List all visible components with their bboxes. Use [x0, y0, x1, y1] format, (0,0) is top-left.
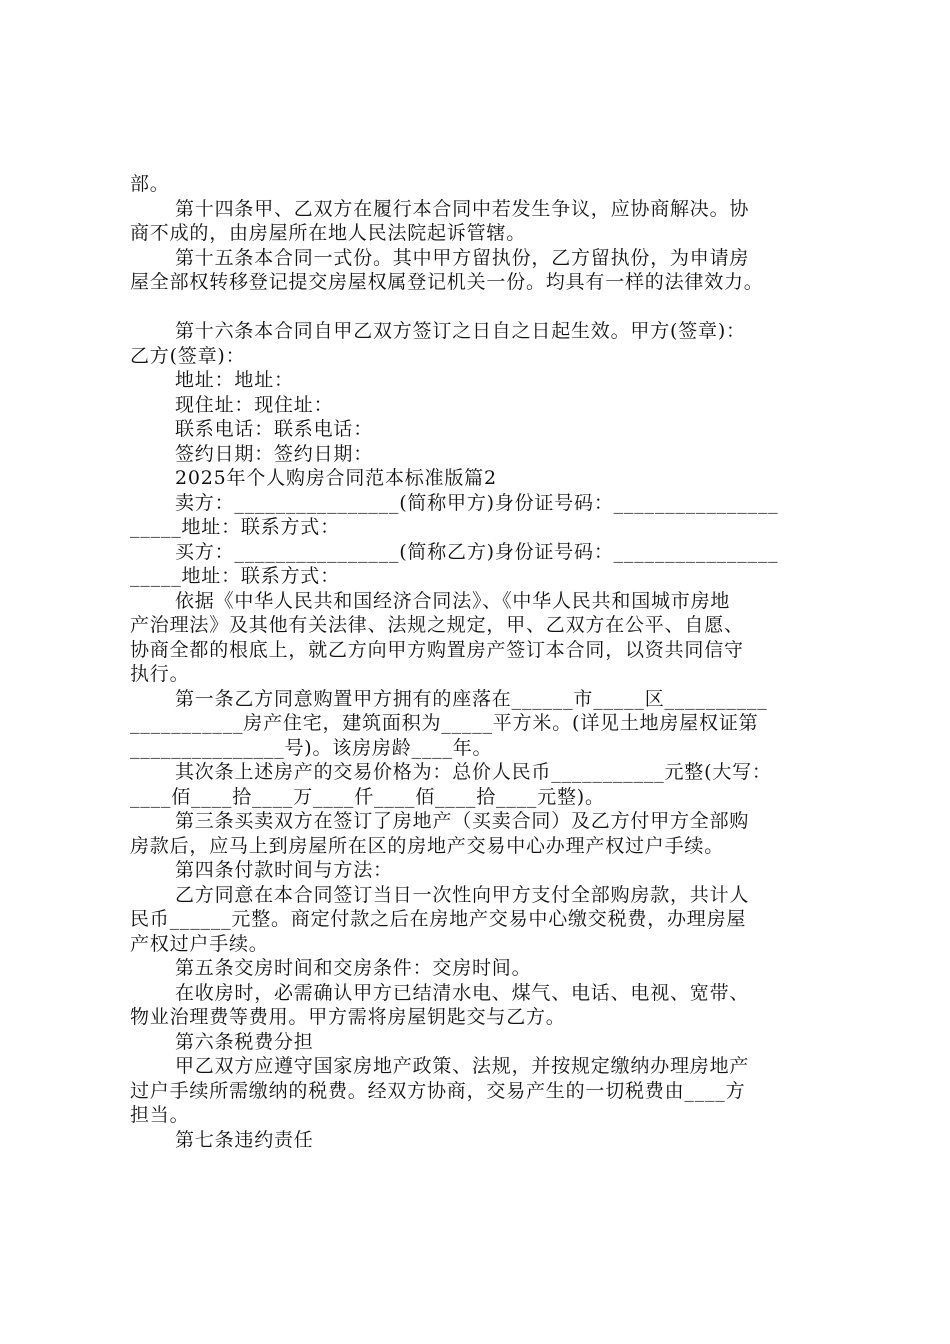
text-line: 地址：地址：: [175, 369, 294, 391]
text-line: 第四条付款时间与方法：: [175, 859, 393, 881]
text-line: 其次条上述房产的交易价格为：总价人民币___________元整(大写：: [175, 761, 772, 783]
text-line: 执行。: [130, 663, 190, 685]
text-line: 担当。: [130, 1104, 190, 1126]
text-line: 民币______元整。商定付款之后在房地产交易中心缴交税费，办理房屋: [130, 908, 747, 930]
text-line: 签约日期：签约日期：: [175, 442, 374, 465]
text-line: 产治理法》及其他有关法律、法规之规定，甲、乙双方在公平、自愿、: [130, 614, 744, 636]
text-line: 乙方同意在本合同签订当日一次性向甲方支付全部购房款，共计人: [175, 883, 750, 906]
text-line: 商不成的，由房屋所在地人民法院起诉管辖。: [130, 222, 527, 244]
text-line: 房款后，应马上到房屋所在区的房地产交易中心办理产权过户手续。: [130, 834, 725, 857]
blank-line: [130, 295, 842, 320]
text-line: 第十六条本合同自甲乙双方签订之日自之日起生效。甲方(签章)：: [175, 320, 746, 342]
text-line: 在收房时，必需确认甲方已结清水电、煤气、电话、电视、宽带、: [175, 981, 750, 1004]
text-line: _____地址：联系方式：: [130, 516, 340, 538]
text-line: ___________房产住宅，建筑面积为_____平方米。(详见土地房屋权证第: [130, 712, 759, 734]
document-page: [130, 172, 842, 1152]
text-line: 卖方：________________(简称甲方)身份证号码：________________: [175, 491, 779, 514]
text-line: 第十五条本合同一式份。其中甲方留执份，乙方留执份，为申请房: [175, 246, 750, 269]
text-line: ____佰____拾____万____仟____佰____拾____元整)。: [130, 785, 605, 808]
text-line: 过户手续所需缴纳的税费。经双方协商，交易产生的一切税费由____方: [130, 1079, 746, 1102]
text-line: 物业治理费等费用。甲方需将房屋钥匙交与乙方。: [130, 1006, 566, 1028]
text-line: 乙方(签章)：: [130, 344, 246, 367]
text-line: 甲乙双方应遵守国家房地产政策、法规，并按规定缴纳办理房地产: [175, 1055, 750, 1077]
text-line: 第一条乙方同意购置甲方拥有的座落在______市_____区__________: [175, 687, 768, 710]
text-line: 买方：________________(简称乙方)身份证号码：________________: [175, 540, 779, 563]
text-line: 协商全都的根底上，就乙方向甲方购置房产签订本合同，以资共同信守: [130, 638, 744, 661]
text-line: 第三条买卖双方在签订了房地产（买卖合同）及乙方付甲方全部购: [175, 810, 750, 832]
text-line: _____地址：联系方式：: [130, 565, 340, 587]
text-line: 屋全部权转移登记提交房屋权属登记机关一份。均具有一样的法律效力。: [130, 271, 764, 293]
text-line: 现住址：现住址：: [175, 393, 334, 416]
text-line: 产权过户手续。: [130, 932, 269, 955]
text-line: 第六条税费分担: [175, 1030, 314, 1053]
text-line: 第五条交房时间和交房条件：交房时间。: [175, 957, 532, 979]
text-line: 依据《中华人民共和国经济合同法》、《中华人民共和国城市房地: [175, 589, 731, 612]
text-line: 部。: [130, 173, 170, 195]
text-line: 第十四条甲、乙双方在履行本合同中若发生争议，应协商解决。协: [175, 197, 750, 220]
text-line: 第七条违约责任: [175, 1128, 314, 1151]
section-heading: 2025年个人购房合同范本标准版篇2: [175, 467, 497, 489]
text-line: _______________号)。该房房龄____年。: [130, 736, 493, 759]
text-line: 联系电话：联系电话：: [175, 418, 374, 440]
